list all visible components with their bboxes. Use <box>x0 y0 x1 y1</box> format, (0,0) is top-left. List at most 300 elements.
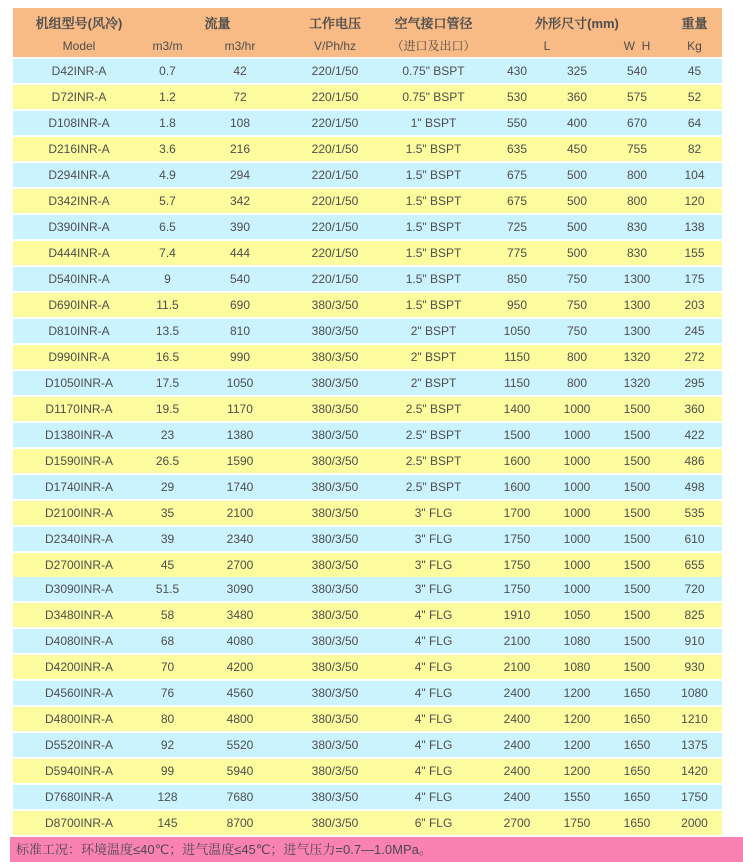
cell-flow-m3hr: 4800 <box>226 712 254 726</box>
cell-voltage: 220/1/50 <box>311 64 359 78</box>
cell-weight: 104 <box>684 168 705 182</box>
cell-dim-h: 1500 <box>623 480 651 494</box>
cell-model: D390INR-A <box>48 220 110 234</box>
cell-model: D108INR-A <box>48 116 110 130</box>
cell-dim-w: 1000 <box>563 454 591 468</box>
cell-dim-w: 1000 <box>563 402 591 416</box>
cell-dim-w: 1200 <box>563 686 591 700</box>
cell-dim-h: 1650 <box>623 712 651 726</box>
cell-voltage: 380/3/50 <box>311 350 359 364</box>
cell-dim-w: 1000 <box>563 480 591 494</box>
cell-model: D5520INR-A <box>44 738 114 752</box>
cell-dim-w: 1050 <box>563 608 591 622</box>
cell-flow-m3m: 1.2 <box>159 90 176 104</box>
header-flow-m3hr: m3/hr <box>224 38 256 53</box>
cell-flow-m3m: 35 <box>160 506 175 520</box>
cell-weight: 610 <box>684 532 705 546</box>
table-row <box>13 603 722 627</box>
cell-flow-m3m: 16.5 <box>155 350 180 364</box>
cell-flow-m3hr: 7680 <box>226 790 254 804</box>
table-row <box>13 319 722 343</box>
cell-flow-m3m: 51.5 <box>155 582 180 596</box>
cell-flow-m3m: 58 <box>160 608 175 622</box>
cell-dim-l: 1750 <box>503 582 531 596</box>
cell-voltage: 380/3/50 <box>311 712 359 726</box>
cell-weight: 2000 <box>681 816 708 830</box>
header-weight-kg: Kg <box>687 38 702 53</box>
cell-dim-l: 2400 <box>503 738 531 752</box>
cell-flow-m3hr: 4560 <box>226 686 254 700</box>
cell-voltage: 380/3/50 <box>311 324 359 338</box>
cell-pipe: 4" FLG <box>414 712 453 726</box>
cell-pipe: 2" BSPT <box>410 376 457 390</box>
cell-dim-l: 950 <box>506 298 528 312</box>
header-model-cn: 机组型号(风冷) <box>35 16 123 31</box>
table-row <box>13 189 722 213</box>
cell-flow-m3m: 68 <box>160 634 175 648</box>
cell-voltage: 220/1/50 <box>311 246 359 260</box>
cell-dim-h: 1500 <box>623 608 651 622</box>
cell-model: D990INR-A <box>48 350 110 364</box>
cell-dim-w: 360 <box>566 90 588 104</box>
cell-model: D216INR-A <box>48 142 110 156</box>
table-row <box>13 293 722 317</box>
cell-flow-m3hr: 444 <box>229 246 251 260</box>
cell-flow-m3hr: 3090 <box>226 582 254 596</box>
cell-voltage: 380/3/50 <box>311 428 359 442</box>
cell-dim-w: 450 <box>566 142 588 156</box>
cell-dim-h: 1500 <box>623 428 651 442</box>
header-voltage-en: V/Ph/hz <box>313 38 357 53</box>
cell-model: D4560INR-A <box>44 686 114 700</box>
cell-flow-m3m: 3.6 <box>159 142 176 156</box>
cell-model: D2700INR-A <box>44 558 114 572</box>
cell-dim-l: 2100 <box>503 634 531 648</box>
table-row <box>13 577 722 601</box>
cell-weight: 910 <box>684 634 705 648</box>
cell-pipe: 1.5" BSPT <box>405 220 462 234</box>
cell-weight: 138 <box>684 220 705 234</box>
table-row <box>13 681 722 705</box>
cell-flow-m3hr: 108 <box>229 116 251 130</box>
cell-dim-h: 1650 <box>623 790 651 804</box>
cell-model: D5940INR-A <box>44 764 114 778</box>
cell-weight: 1750 <box>681 790 708 804</box>
cell-flow-m3hr: 4080 <box>226 634 254 648</box>
cell-pipe: 3" FLG <box>414 532 453 546</box>
cell-flow-m3m: 11.5 <box>156 298 179 312</box>
header-pipe-cn: 空气接口管径 <box>394 16 473 31</box>
cell-weight: 825 <box>684 608 705 622</box>
header-dim-l: L <box>543 38 551 53</box>
cell-pipe: 3" FLG <box>414 506 453 520</box>
cell-dim-w: 1000 <box>563 582 591 596</box>
cell-dim-h: 1500 <box>623 454 651 468</box>
cell-pipe: 1.5" BSPT <box>405 194 462 208</box>
cell-dim-l: 1750 <box>503 532 531 546</box>
cell-dim-l: 1500 <box>503 428 531 442</box>
table-row <box>13 85 722 109</box>
cell-voltage: 380/3/50 <box>311 686 359 700</box>
cell-flow-m3hr: 72 <box>233 90 247 104</box>
cell-weight: 655 <box>684 558 705 572</box>
cell-flow-m3hr: 3480 <box>226 608 254 622</box>
cell-flow-m3hr: 294 <box>229 168 251 182</box>
cell-dim-w: 1080 <box>563 634 591 648</box>
table-row <box>13 785 722 809</box>
cell-dim-w: 1550 <box>563 790 591 804</box>
cell-dim-w: 325 <box>566 64 588 78</box>
cell-dim-w: 750 <box>566 272 588 286</box>
cell-weight: 52 <box>687 90 702 104</box>
cell-dim-l: 850 <box>506 272 528 286</box>
cell-dim-l: 725 <box>506 220 528 234</box>
cell-pipe: 3" FLG <box>414 582 453 596</box>
cell-flow-m3hr: 690 <box>229 298 251 312</box>
cell-dim-w: 1200 <box>563 712 591 726</box>
cell-dim-l: 675 <box>506 194 528 208</box>
cell-dim-w: 1000 <box>563 428 591 442</box>
cell-weight: 64 <box>687 116 702 130</box>
cell-flow-m3m: 92 <box>160 738 175 752</box>
cell-dim-h: 1500 <box>623 506 651 520</box>
cell-flow-m3m: 0.7 <box>159 64 176 78</box>
cell-flow-m3hr: 990 <box>229 350 251 364</box>
cell-pipe: 4" FLG <box>414 686 453 700</box>
cell-model: D1740INR-A <box>44 480 114 494</box>
cell-model: D342INR-A <box>48 194 110 208</box>
cell-pipe: 2.5" BSPT <box>405 454 462 468</box>
cell-voltage: 380/3/50 <box>311 660 359 674</box>
cell-weight: 155 <box>684 246 705 260</box>
cell-dim-h: 1500 <box>623 402 651 416</box>
cell-dim-w: 1000 <box>563 532 591 546</box>
cell-dim-l: 1400 <box>503 402 531 416</box>
table-row <box>13 527 722 551</box>
cell-flow-m3m: 128 <box>157 790 178 804</box>
cell-pipe: 4" FLG <box>414 790 453 804</box>
cell-flow-m3hr: 8700 <box>226 816 254 830</box>
cell-flow-m3m: 80 <box>160 712 175 726</box>
header-flow-cn: 流量 <box>204 16 231 31</box>
cell-dim-w: 400 <box>566 116 588 130</box>
cell-pipe: 1.5" BSPT <box>405 246 462 260</box>
header-pipe-inout: （进口及出口） <box>391 39 476 53</box>
cell-dim-h: 1320 <box>623 350 651 364</box>
cell-dim-l: 2100 <box>503 660 531 674</box>
cell-flow-m3m: 39 <box>160 532 175 546</box>
cell-voltage: 220/1/50 <box>311 194 359 208</box>
cell-flow-m3m: 5.7 <box>159 194 176 208</box>
cell-flow-m3hr: 5520 <box>226 738 254 752</box>
cell-voltage: 220/1/50 <box>311 142 359 156</box>
cell-dim-h: 830 <box>626 220 648 234</box>
cell-model: D4200INR-A <box>44 660 114 674</box>
cell-dim-h: 1500 <box>623 660 651 674</box>
table-row <box>13 423 722 447</box>
cell-model: D8700INR-A <box>44 816 114 830</box>
cell-flow-m3m: 76 <box>160 686 175 700</box>
cell-pipe: 1.5" BSPT <box>405 168 462 182</box>
header-weight-cn: 重量 <box>681 16 708 31</box>
cell-dim-l: 1150 <box>504 350 530 364</box>
cell-model: D3090INR-A <box>44 582 114 596</box>
cell-flow-m3hr: 1740 <box>226 480 254 494</box>
cell-flow-m3m: 45 <box>160 558 175 572</box>
cell-model: D1170INR-A <box>45 402 113 416</box>
cell-voltage: 380/3/50 <box>311 480 359 494</box>
cell-dim-l: 675 <box>506 168 528 182</box>
cell-dim-l: 1600 <box>503 480 531 494</box>
cell-voltage: 380/3/50 <box>311 558 359 572</box>
table-row <box>13 553 722 577</box>
cell-model: D4800INR-A <box>44 712 114 726</box>
cell-flow-m3m: 19.5 <box>155 402 180 416</box>
cell-pipe: 0.75" BSPT <box>402 64 465 78</box>
cell-voltage: 380/3/50 <box>311 532 359 546</box>
cell-dim-w: 1200 <box>563 764 591 778</box>
cell-dim-l: 1050 <box>503 324 531 338</box>
cell-weight: 486 <box>684 454 705 468</box>
cell-pipe: 4" FLG <box>414 634 453 648</box>
cell-pipe: 4" FLG <box>414 660 453 674</box>
cell-flow-m3hr: 1170 <box>227 402 253 416</box>
cell-model: D4080INR-A <box>44 634 114 648</box>
table-row <box>13 137 722 161</box>
cell-model: D7680INR-A <box>44 790 114 804</box>
cell-voltage: 220/1/50 <box>311 116 359 130</box>
cell-dim-h: 1320 <box>623 376 651 390</box>
cell-weight: 535 <box>684 506 705 520</box>
cell-weight: 120 <box>684 194 705 208</box>
cell-model: D810INR-A <box>48 324 110 338</box>
cell-voltage: 380/3/50 <box>311 738 359 752</box>
cell-flow-m3hr: 810 <box>229 324 251 338</box>
cell-flow-m3m: 145 <box>157 816 178 830</box>
cell-weight: 1080 <box>681 686 708 700</box>
cell-flow-m3m: 70 <box>160 660 175 674</box>
cell-dim-l: 530 <box>506 90 528 104</box>
cell-voltage: 380/3/50 <box>311 764 359 778</box>
cell-flow-m3hr: 1380 <box>226 428 254 442</box>
cell-dim-l: 775 <box>506 246 528 260</box>
table-header <box>13 8 722 57</box>
cell-weight: 245 <box>684 324 705 338</box>
cell-flow-m3hr: 390 <box>229 220 251 234</box>
cell-dim-w: 1750 <box>563 816 591 830</box>
table-row <box>13 59 722 83</box>
cell-model: D690INR-A <box>48 298 110 312</box>
cell-dim-h: 1300 <box>623 324 651 338</box>
cell-flow-m3m: 29 <box>160 480 175 494</box>
cell-voltage: 220/1/50 <box>311 90 359 104</box>
cell-pipe: 3" FLG <box>414 558 453 572</box>
cell-dim-h: 1650 <box>623 686 651 700</box>
cell-pipe: 6" FLG <box>414 816 453 830</box>
header-flow-m3m: m3/m <box>152 38 183 53</box>
cell-flow-m3m: 1.8 <box>159 116 176 130</box>
header-dims-cn: 外形尺寸(mm) <box>535 16 619 31</box>
table-row <box>13 111 722 135</box>
cell-pipe: 1.5" BSPT <box>405 272 462 286</box>
cell-dim-h: 575 <box>626 90 648 104</box>
cell-dim-l: 635 <box>506 142 528 156</box>
cell-flow-m3m: 6.5 <box>159 220 176 234</box>
cell-dim-l: 1910 <box>503 608 531 622</box>
cell-weight: 498 <box>684 480 705 494</box>
cell-dim-h: 1500 <box>623 582 651 596</box>
cell-dim-h: 1300 <box>623 298 651 312</box>
table-row <box>13 475 722 499</box>
cell-weight: 360 <box>684 402 705 416</box>
cell-flow-m3m: 99 <box>160 764 175 778</box>
table-row <box>13 397 722 421</box>
cell-dim-h: 670 <box>626 116 648 130</box>
cell-dim-l: 550 <box>506 116 528 130</box>
cell-pipe: 2.5" BSPT <box>405 480 462 494</box>
cell-weight: 930 <box>684 660 705 674</box>
cell-dim-w: 500 <box>566 246 588 260</box>
table-row <box>13 267 722 291</box>
cell-flow-m3hr: 5940 <box>226 764 254 778</box>
cell-voltage: 380/3/50 <box>311 298 359 312</box>
cell-dim-w: 1080 <box>563 660 591 674</box>
cell-weight: 1420 <box>681 764 708 778</box>
cell-flow-m3m: 7.4 <box>159 246 176 260</box>
cell-flow-m3m: 4.9 <box>159 168 176 182</box>
table-row <box>13 501 722 525</box>
cell-pipe: 2" BSPT <box>410 324 457 338</box>
cell-dim-l: 2700 <box>503 816 531 830</box>
cell-dim-h: 1500 <box>623 634 651 648</box>
cell-dim-l: 1600 <box>503 454 531 468</box>
table-row <box>13 215 722 239</box>
table-row <box>13 629 722 653</box>
cell-flow-m3m: 23 <box>160 428 175 442</box>
cell-model: D1380INR-A <box>44 428 114 442</box>
cell-flow-m3hr: 216 <box>229 142 251 156</box>
cell-dim-w: 800 <box>566 376 588 390</box>
cell-weight: 175 <box>684 272 705 286</box>
table-row <box>13 655 722 679</box>
cell-flow-m3hr: 1590 <box>226 454 254 468</box>
cell-voltage: 380/3/50 <box>311 402 359 416</box>
cell-dim-h: 540 <box>626 64 648 78</box>
cell-pipe: 2.5" BSPT <box>405 402 462 416</box>
cell-dim-w: 750 <box>566 324 588 338</box>
cell-weight: 720 <box>684 582 705 596</box>
cell-dim-l: 2400 <box>503 764 531 778</box>
cell-dim-w: 750 <box>566 298 588 312</box>
cell-dim-l: 1750 <box>503 558 531 572</box>
cell-model: D1050INR-A <box>44 376 114 390</box>
cell-flow-m3hr: 2100 <box>226 506 254 520</box>
cell-weight: 272 <box>684 350 705 364</box>
cell-model: D2340INR-A <box>44 532 114 546</box>
cell-flow-m3hr: 2700 <box>226 558 254 572</box>
cell-model: D294INR-A <box>48 168 110 182</box>
cell-model: D2100INR-A <box>44 506 114 520</box>
cell-dim-h: 1650 <box>623 764 651 778</box>
header-voltage-cn: 工作电压 <box>308 16 361 31</box>
cell-pipe: 2" BSPT <box>410 350 457 364</box>
cell-model: D1590INR-A <box>44 454 114 468</box>
cell-voltage: 380/3/50 <box>311 816 359 830</box>
cell-dim-h: 800 <box>626 194 648 208</box>
cell-model: D3480INR-A <box>44 608 114 622</box>
cell-dim-h: 830 <box>626 246 648 260</box>
cell-flow-m3hr: 42 <box>233 64 247 78</box>
table-row <box>13 759 722 783</box>
header-model-en: Model <box>62 38 96 53</box>
cell-flow-m3m: 17.5 <box>155 376 180 390</box>
cell-pipe: 2.5" BSPT <box>405 428 462 442</box>
cell-dim-l: 1700 <box>503 506 531 520</box>
cell-voltage: 380/3/50 <box>311 790 359 804</box>
cell-dim-h: 1300 <box>623 272 651 286</box>
cell-pipe: 1.5" BSPT <box>405 142 462 156</box>
cell-pipe: 4" FLG <box>414 764 453 778</box>
cell-voltage: 380/3/50 <box>311 454 359 468</box>
cell-pipe: 4" FLG <box>414 738 453 752</box>
table-row <box>13 371 722 395</box>
cell-dim-w: 1200 <box>563 738 591 752</box>
cell-weight: 1210 <box>681 712 708 726</box>
cell-dim-h: 1500 <box>623 558 651 572</box>
cell-model: D540INR-A <box>48 272 110 286</box>
cell-weight: 295 <box>684 376 705 390</box>
footer-note-bar: 标准工况：环境温度≤40℃；进气温度≤45℃；进气压力=0.7—1.0MPa。 <box>10 837 743 862</box>
cell-dim-l: 2400 <box>503 790 531 804</box>
cell-flow-m3hr: 342 <box>229 194 251 208</box>
cell-flow-m3m: 9 <box>164 272 171 286</box>
cell-pipe: 1" BSPT <box>410 116 457 130</box>
cell-flow-m3hr: 2340 <box>226 532 254 546</box>
cell-flow-m3m: 26.5 <box>155 454 180 468</box>
cell-weight: 1375 <box>681 738 708 752</box>
cell-model: D444INR-A <box>48 246 110 260</box>
cell-voltage: 380/3/50 <box>311 582 359 596</box>
table-row <box>13 241 722 265</box>
cell-dim-w: 500 <box>566 220 588 234</box>
cell-dim-w: 500 <box>566 168 588 182</box>
table-body <box>13 59 722 835</box>
cell-flow-m3hr: 1050 <box>226 376 254 390</box>
cell-dim-l: 2400 <box>503 712 531 726</box>
table-row <box>13 707 722 731</box>
table-row <box>13 163 722 187</box>
cell-weight: 422 <box>684 428 705 442</box>
cell-dim-h: 1500 <box>623 532 651 546</box>
cell-dim-l: 430 <box>506 64 528 78</box>
cell-dim-w: 500 <box>566 194 588 208</box>
cell-dim-l: 1150 <box>504 376 530 390</box>
cell-voltage: 380/3/50 <box>311 376 359 390</box>
cell-voltage: 380/3/50 <box>311 506 359 520</box>
cell-dim-w: 1000 <box>563 558 591 572</box>
table-row <box>13 733 722 757</box>
table-row <box>13 449 722 473</box>
cell-dim-h: 1650 <box>623 816 651 830</box>
spec-table <box>13 8 722 835</box>
cell-dim-w: 800 <box>566 350 588 364</box>
cell-pipe: 4" FLG <box>414 608 453 622</box>
cell-voltage: 380/3/50 <box>311 634 359 648</box>
table-row <box>13 811 722 835</box>
cell-pipe: 1.5" BSPT <box>405 298 462 312</box>
cell-weight: 82 <box>687 142 702 156</box>
cell-weight: 203 <box>684 298 705 312</box>
